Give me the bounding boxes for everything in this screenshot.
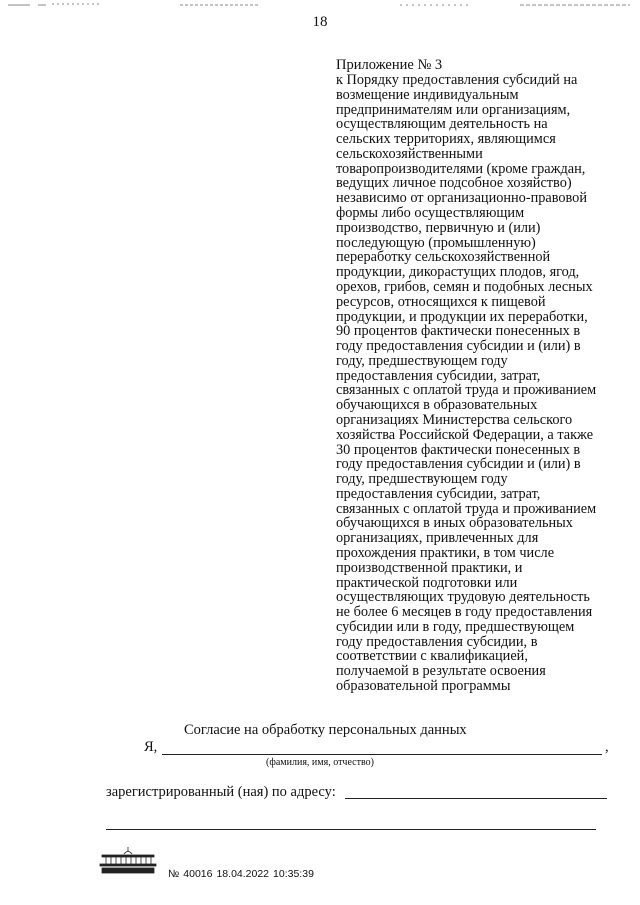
scan-artifact [0, 0, 640, 12]
appendix-line: сельскохозяйственными [336, 145, 483, 162]
address-field-continued[interactable] [106, 829, 596, 830]
document-number: 40016 [183, 868, 213, 880]
appendix-line: обучающихся в иных образовательных [336, 515, 573, 532]
i-label: Я, [144, 739, 158, 755]
document-stamp [168, 868, 318, 880]
appendix-line: предпринимателям или организациям, [336, 101, 571, 118]
page-number: 18 [312, 14, 328, 30]
number-mark: № [168, 868, 180, 880]
appendix-line: не более 6 месяцев в году предоставления [336, 604, 593, 621]
address-field[interactable] [345, 798, 607, 799]
appendix-line: получаемой в результате освоения [336, 663, 546, 680]
appendix-line: продукции, дикорастущих плодов, ягод, [336, 264, 580, 281]
document-date: 18.04.2022 [216, 868, 270, 880]
appendix-line: независимо от организационно-правовой [336, 190, 587, 207]
appendix-title: Приложение № 3 [336, 57, 443, 73]
appendix-line: осуществляющих трудовую деятельность [336, 589, 590, 606]
appendix-line: хозяйства Российской Федерации, а также [336, 426, 594, 443]
appendix-line: году, предшествующем году [336, 352, 508, 369]
appendix-line: 30 процентов фактически понесенных в [336, 441, 581, 458]
appendix-line: к Порядку предоставления субсидий на [336, 72, 578, 88]
appendix-line: ведущих личное подсобное хозяйство) [336, 175, 572, 192]
appendix-line: производственной практики, и [336, 559, 523, 576]
appendix-line: орехов, грибов, семян и подобных лесных [336, 278, 593, 295]
appendix-line: 90 процентов фактически понесенных в [336, 323, 581, 340]
appendix-line: осуществляющим деятельность на [336, 116, 548, 133]
name-caption: (фамилия, имя, отчество) [266, 757, 374, 768]
appendix-line: формы либо осуществляющим [336, 205, 525, 222]
appendix-line: субсидии или в году, предшествующем [336, 618, 575, 635]
document-time: 10:35:39 [273, 868, 314, 880]
appendix-line: предоставления субсидии, затрат, [336, 485, 541, 502]
appendix-line: организациях Министерства сельского [336, 411, 573, 428]
appendix-line: году, предшествующем году [336, 471, 508, 488]
appendix-line: образовательной программы [336, 678, 511, 695]
appendix-line: прохождения практики, в том числе [336, 545, 555, 561]
government-building-logo-icon [98, 846, 158, 876]
appendix-header [336, 58, 626, 694]
appendix-line: предоставления субсидии, затрат, [336, 367, 541, 384]
appendix-line: ресурсов, относящихся к пищевой [336, 293, 546, 310]
appendix-line: связанных с оплатой труда и проживанием [336, 500, 597, 517]
appendix-line: связанных с оплатой труда и проживанием [336, 382, 597, 399]
full-name-field[interactable] [162, 754, 602, 755]
appendix-line: соответствии с квалификацией, [336, 648, 528, 665]
address-label: зарегистрированный (ная) по адресу: [106, 784, 336, 800]
appendix-line: году предоставления субсидии, в [336, 633, 538, 650]
appendix-line: обучающихся в образовательных [336, 397, 538, 414]
appendix-text [336, 73, 626, 694]
appendix-line: возмещение индивидуальным [336, 86, 519, 103]
appendix-line: переработку сельскохозяйственной [336, 249, 551, 266]
appendix-line: году предоставления субсидии и (или) в [336, 338, 581, 355]
appendix-line: году предоставления субсидии и (или) в [336, 456, 581, 473]
appendix-line: последующую (промышленную) [336, 234, 536, 251]
comma: , [605, 739, 609, 755]
appendix-line: производство, первичную и (или) [336, 219, 541, 236]
appendix-line: товаропроизводителями (кроме граждан, [336, 160, 586, 177]
appendix-line: продукции, и продукции их переработки, [336, 308, 588, 325]
appendix-line: организациях, привлеченных для [336, 530, 539, 547]
consent-title: Согласие на обработку персональных данных [184, 722, 467, 738]
appendix-line: практической подготовки или [336, 574, 518, 591]
appendix-line: сельских территориях, являющимся [336, 131, 556, 148]
